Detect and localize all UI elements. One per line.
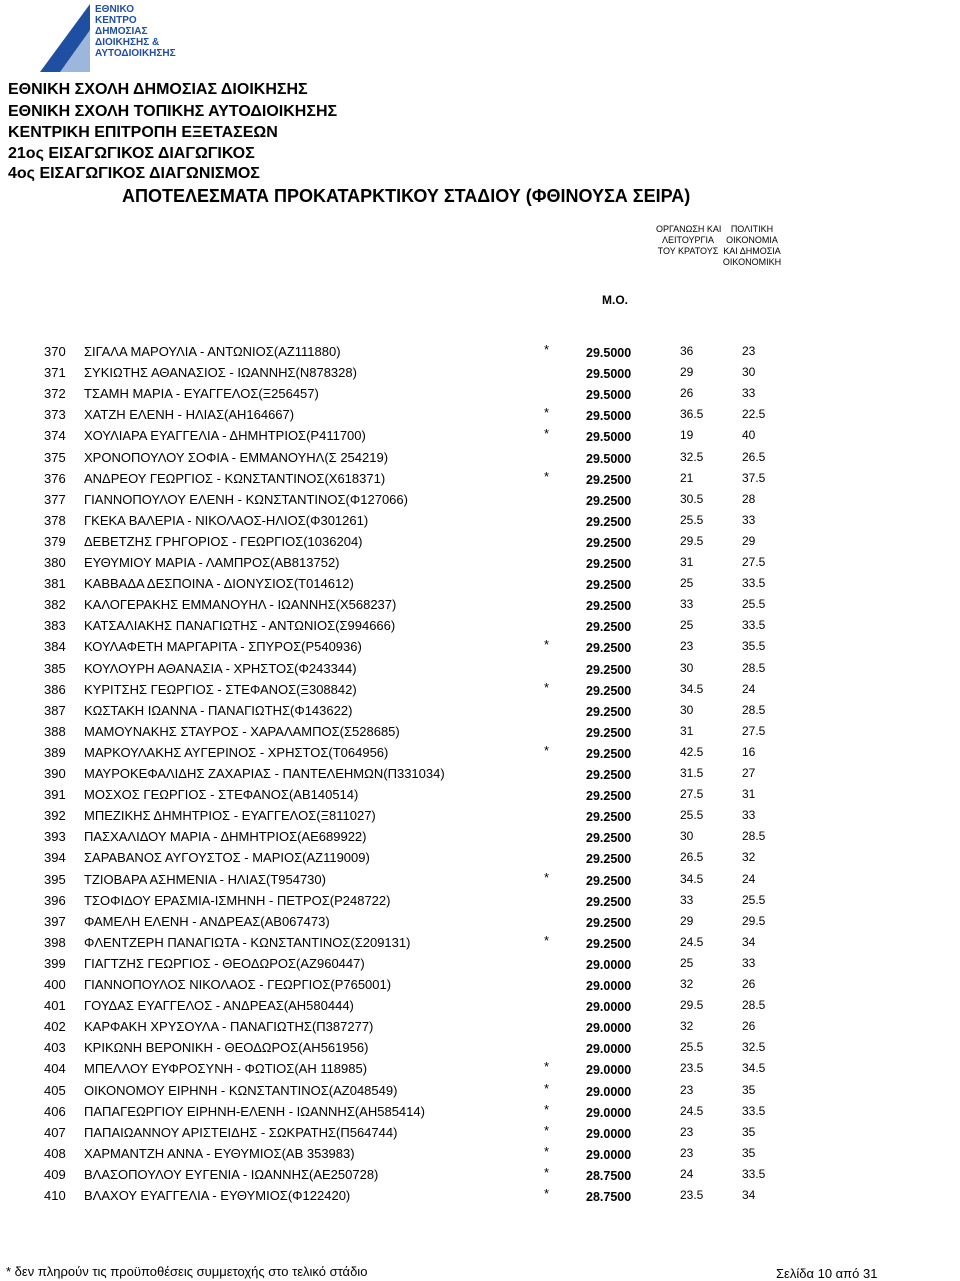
average-score: 29.0000 — [586, 1063, 632, 1078]
candidate-name: ΣΑΡΑΒΑΝΟΣ ΑΥΓΟΥΣΤΟΣ - ΜΑΡΙΟΣ(ΑΖ119009) — [84, 850, 370, 866]
score-state: 30 — [680, 829, 694, 844]
candidate-name: ΜΟΣΧΟΣ ΓΕΩΡΓΙΟΣ - ΣΤΕΦΑΝΟΣ(ΑΒ140514) — [84, 787, 359, 803]
table-row — [0, 977, 960, 997]
average-score: 29.5000 — [586, 346, 632, 360]
table-row — [0, 1040, 960, 1060]
row-number: 388 — [44, 723, 66, 739]
row-number: 382 — [44, 597, 66, 613]
row-number: 408 — [44, 1145, 66, 1161]
score-state: 30 — [680, 702, 694, 717]
table-row — [0, 468, 960, 491]
table-row — [0, 724, 960, 744]
average-score: 29.2500 — [586, 725, 632, 740]
score-economy: 35 — [742, 1145, 756, 1160]
score-economy: 33 — [742, 386, 756, 401]
row-number: 381 — [44, 576, 66, 592]
candidate-name: ΓΙΑΝΝΟΠΟΥΛΟΣ ΝΙΚΟΛΑΟΣ - ΓΕΩΡΓΙΟΣ(Ρ765001) — [84, 977, 392, 992]
column-header-line: ΟΡΓΑΝΩΣΗ ΚΑΙ — [656, 224, 722, 234]
table-row — [0, 639, 960, 659]
score-economy: 34 — [742, 934, 756, 949]
table-row — [0, 1101, 960, 1124]
average-score: 29.2500 — [586, 704, 632, 719]
ineligible-marker: * — [544, 1186, 550, 1201]
score-economy: 29.5 — [742, 913, 766, 928]
score-economy: 25.5 — [742, 597, 766, 612]
page-number: Σελίδα 10 από 31 — [776, 1266, 878, 1281]
table-row — [0, 893, 960, 913]
average-score: 29.2500 — [586, 768, 632, 782]
candidate-name: ΦΑΜΕΛΗ ΕΛΕΝΗ - ΑΝΔΡΕΑΣ(ΑΒ067473) — [84, 913, 330, 929]
candidate-name: ΜΠΕΛΛΟΥ ΕΥΦΡΟΣΥΝΗ - ΦΩΤΙΟΣ(ΑΗ 118985) — [84, 1061, 368, 1077]
candidate-name: ΓΙΑΓΤΖΗΣ ΓΕΩΡΓΙΟΣ - ΘΕΟΔΩΡΟΣ(ΑΖ960447) — [84, 955, 365, 971]
score-state: 25.5 — [680, 1040, 704, 1055]
row-number: 377 — [44, 491, 66, 507]
row-number: 371 — [44, 365, 66, 381]
candidate-name: ΟΙΚΟΝΟΜΟΥ ΕΙΡΗΝΗ - ΚΩΝΣΤΑΝΤΙΝΟΣ(ΑΖ048549) — [84, 1082, 398, 1098]
logo-text — [95, 4, 176, 59]
row-number: 398 — [44, 934, 66, 950]
row-number: 386 — [44, 681, 66, 697]
header-line: ΚΕΝΤΡΙΚΗ ΕΠΙΤΡΟΠΗ ΕΞΕΤΑΣΕΩΝ — [8, 124, 278, 141]
row-number: 379 — [44, 533, 66, 549]
logo-line: ΚΕΝΤΡΟ — [95, 15, 137, 26]
ineligible-marker: * — [544, 742, 550, 758]
average-score: 29.5000 — [586, 367, 632, 382]
average-score: 29.2500 — [586, 789, 632, 804]
row-number: 401 — [44, 998, 66, 1014]
average-score: 29.2500 — [586, 557, 632, 571]
score-state: 30 — [680, 660, 694, 675]
candidate-name: ΚΟΥΛΟΥΡΗ ΑΘΑΝΑΣΙΑ - ΧΡΗΣΤΟΣ(Φ243344) — [84, 660, 357, 676]
candidate-name: ΣΥΚΙΩΤΗΣ ΑΘΑΝΑΣΙΟΣ - ΙΩΑΝΝΗΣ(Ν878328) — [84, 365, 357, 381]
score-economy: 30 — [742, 365, 756, 380]
table-row — [0, 555, 960, 575]
candidate-name: ΤΣΑΜΗ ΜΑΡΙΑ - ΕΥΑΓΓΕΛΟΣ(Ξ256457) — [84, 386, 319, 402]
row-number: 400 — [44, 977, 66, 992]
candidate-name: ΓΟΥΔΑΣ ΕΥΑΓΓΕΛΟΣ - ΑΝΔΡΕΑΣ(ΑΗ580444) — [84, 998, 354, 1014]
score-state: 21 — [680, 470, 694, 485]
score-state: 24 — [680, 1166, 694, 1181]
score-economy: 32 — [742, 850, 756, 865]
row-number: 410 — [44, 1188, 66, 1203]
table-row — [0, 1164, 960, 1187]
candidate-name: ΚΑΒΒΑΔΑ ΔΕΣΠΟΙΝΑ - ΔΙΟΝΥΣΙΟΣ(Τ014612) — [84, 576, 354, 592]
candidate-name: ΑΝΔΡΕΟΥ ΓΕΩΡΓΙΟΣ - ΚΩΝΣΤΑΝΤΙΝΟΣ(Χ618371) — [84, 470, 386, 486]
score-economy: 28.5 — [742, 660, 766, 675]
score-economy: 27 — [742, 766, 756, 780]
candidate-name: ΜΑΥΡΟΚΕΦΑΛΙΔΗΣ ΖΑΧΑΡΙΑΣ - ΠΑΝΤΕΛΕΗΜΩΝ(Π331034) — [84, 766, 445, 781]
ineligible-marker: * — [544, 637, 550, 653]
score-state: 29 — [680, 913, 694, 928]
ineligible-marker: * — [544, 342, 550, 357]
column-header-line: ΟΙΚΟΝΟΜΙΚΗ — [722, 257, 782, 267]
score-economy: 27.5 — [742, 723, 766, 738]
table-row — [0, 998, 960, 1018]
average-score: 29.2500 — [586, 620, 632, 635]
row-number: 405 — [44, 1082, 66, 1098]
average-score: 28.7500 — [586, 1168, 632, 1183]
score-state: 24.5 — [680, 934, 704, 949]
ineligible-marker: * — [544, 679, 550, 695]
score-economy: 26.5 — [742, 449, 766, 464]
table-row — [0, 808, 960, 828]
row-number: 384 — [44, 639, 66, 655]
candidate-name: ΒΛΑΧΟΥ ΕΥΑΓΓΕΛΙΑ - ΕΥΘΥΜΙΟΣ(Φ122420) — [84, 1188, 351, 1203]
ineligible-marker: * — [544, 1122, 550, 1138]
average-score: 29.0000 — [586, 1084, 632, 1099]
score-state: 34.5 — [680, 871, 704, 886]
row-number: 402 — [44, 1019, 66, 1035]
row-number: 393 — [44, 829, 66, 845]
score-state: 33 — [680, 892, 694, 907]
score-state: 29 — [680, 365, 694, 380]
score-state: 26 — [680, 386, 694, 401]
score-economy: 35 — [742, 1124, 756, 1139]
average-score: 29.2500 — [586, 578, 632, 593]
column-header-line: ΠΟΛΙΤΙΚΗ — [730, 224, 774, 234]
score-state: 32.5 — [680, 449, 704, 464]
score-state: 25.5 — [680, 512, 704, 527]
score-economy: 33 — [742, 512, 756, 527]
table-row — [0, 1122, 960, 1145]
candidate-name: ΚΟΥΛΑΦΕΤΗ ΜΑΡΓΑΡΙΤΑ - ΣΠΥΡΟΣ(Ρ540936) — [84, 639, 362, 655]
page-title: ΑΠΟΤΕΛΕΣΜΑΤΑ ΠΡΟΚΑΤΑΡΚΤΙΚΟΥ ΣΤΑΔΙΟΥ (ΦΘΙΝΟΥΣΑ ΣΕΙΡΑ) — [122, 186, 691, 206]
score-state: 30.5 — [680, 491, 704, 506]
ineligible-marker: * — [544, 426, 550, 442]
column-header-line: ΚΑΙ ΔΗΜΟΣΙΑ — [723, 246, 781, 256]
candidate-name: ΓΙΑΝΝΟΠΟΥΛΟΥ ΕΛΕΝΗ - ΚΩΝΣΤΑΝΤΙΝΟΣ(Φ127066) — [84, 491, 408, 507]
table-row — [0, 513, 960, 533]
header-line: 4ος ΕΙΣΑΓΩΓΙΚΟΣ ΔΙΑΓΩΝΙΣΜΟΣ — [8, 165, 260, 182]
average-score: 29.0000 — [586, 979, 632, 993]
candidate-name: ΧΡΟΝΟΠΟΥΛΟΥ ΣΟΦΙΑ - ΕΜΜΑΝΟΥΗΛ(Σ 254219) — [84, 449, 389, 465]
candidate-name: ΠΑΠΑΙΩΑΝΝΟΥ ΑΡΙΣΤΕΙΔΗΣ - ΣΩΚΡΑΤΗΣ(Π564744) — [84, 1124, 398, 1140]
score-state: 23 — [680, 1124, 694, 1139]
table-row — [0, 787, 960, 807]
score-state: 29.5 — [680, 998, 704, 1013]
row-number: 396 — [44, 892, 66, 908]
table-row — [0, 450, 960, 470]
average-score: 29.2500 — [586, 599, 632, 614]
ineligible-marker: * — [544, 1080, 550, 1096]
score-state: 25 — [680, 618, 694, 633]
table-row — [0, 932, 960, 955]
average-score: 29.2500 — [586, 746, 632, 761]
candidate-name: ΧΟΥΛΙΑΡΑ ΕΥΑΓΓΕΛΙΑ - ΔΗΜΗΤΡΙΟΣ(Ρ411700) — [84, 428, 366, 444]
score-state: 31 — [680, 723, 694, 738]
average-score: 29.0000 — [586, 1021, 632, 1036]
table-row — [0, 534, 960, 554]
row-number: 397 — [44, 913, 66, 929]
candidate-name: ΚΑΤΣΑΛΙΑΚΗΣ ΠΑΝΑΓΙΩΤΗΣ - ΑΝΤΩΝΙΟΣ(Σ994666) — [84, 618, 396, 634]
row-number: 391 — [44, 787, 66, 803]
candidate-name: ΔΕΒΕΤΖΗΣ ΓΡΗΓΟΡΙΟΣ - ΓΕΩΡΓΙΟΣ(1036204) — [84, 533, 363, 549]
score-economy: 24 — [742, 871, 756, 886]
score-economy: 27.5 — [742, 555, 766, 569]
score-economy: 25.5 — [742, 892, 766, 907]
ineligible-marker: * — [544, 869, 550, 885]
row-number: 375 — [44, 449, 66, 465]
score-economy: 28.5 — [742, 829, 766, 844]
average-score: 29.2500 — [586, 936, 632, 951]
ineligible-marker: * — [544, 468, 550, 484]
column-header-economy — [720, 224, 784, 268]
score-economy: 33.5 — [742, 618, 766, 633]
average-score: 29.0000 — [586, 1105, 632, 1120]
score-state: 29.5 — [680, 533, 704, 548]
row-number: 383 — [44, 618, 66, 634]
candidate-name: ΓΚΕΚΑ ΒΑΛΕΡΙΑ - ΝΙΚΟΛΑΟΣ-ΗΛΙΟΣ(Φ301261) — [84, 512, 369, 528]
header-line: ΕΘΝΙΚΗ ΣΧΟΛΗ ΤΟΠΙΚΗΣ ΑΥΤΟΔΙΟΙΚΗΣΗΣ — [8, 103, 338, 120]
header-line: 21ος ΕΙΣΑΓΩΓΙΚΟΣ ΔΙΑΓΩΓΙΚΟΣ — [8, 145, 255, 162]
row-number: 407 — [44, 1124, 66, 1140]
candidate-name: ΧΑΤΖΗ ΕΛΕΝΗ - ΗΛΙΑΣ(ΑΗ164667) — [84, 407, 295, 423]
average-score: 29.2500 — [586, 493, 632, 508]
score-economy: 31 — [742, 787, 756, 802]
candidate-name: ΜΑΜΟΥΝΑΚΗΣ ΣΤΑΥΡΟΣ - ΧΑΡΑΛΑΜΠΟΣ(Σ528685) — [84, 723, 400, 739]
candidate-name: ΒΛΑΣΟΠΟΥΛΟΥ ΕΥΓΕΝΙΑ - ΙΩΑΝΝΗΣ(ΑΕ250728) — [84, 1166, 379, 1182]
score-economy: 23 — [742, 344, 756, 358]
score-economy: 28.5 — [742, 702, 766, 717]
row-number: 370 — [44, 344, 66, 359]
score-state: 24.5 — [680, 1103, 704, 1118]
score-economy: 29 — [742, 533, 756, 548]
average-score: 29.2500 — [586, 852, 632, 867]
table-row — [0, 869, 960, 892]
table-row — [0, 428, 960, 448]
candidate-name: ΚΑΡΦΑΚΗ ΧΡΥΣΟΥΛΑ - ΠΑΝΑΓΙΩΤΗΣ(Π387277) — [84, 1019, 374, 1035]
ineligible-marker: * — [544, 1059, 550, 1075]
candidate-name: ΤΖΙΟΒΑΡΑ ΑΣΗΜΕΝΙΑ - ΗΛΙΑΣ(Τ954730) — [84, 871, 326, 887]
row-number: 404 — [44, 1061, 66, 1077]
average-score: 29.2500 — [586, 641, 632, 656]
score-state: 36 — [680, 344, 694, 358]
header-line: ΕΘΝΙΚΗ ΣΧΟΛΗ ΔΗΜΟΣΙΑΣ ΔΙΟΙΚΗΣΗΣ — [8, 81, 308, 98]
score-economy: 16 — [742, 744, 756, 759]
ineligible-marker: * — [544, 405, 550, 421]
score-state: 23 — [680, 1082, 694, 1097]
average-score: 29.5000 — [586, 451, 632, 466]
column-header-average: Μ.Ο. — [602, 293, 628, 307]
score-state: 31.5 — [680, 766, 704, 780]
score-economy: 34.5 — [742, 1061, 766, 1076]
candidate-name: ΜΠΕΖΙΚΗΣ ΔΗΜΗΤΡΙΟΣ - ΕΥΑΓΓΕΛΟΣ(Ξ811027) — [84, 808, 376, 824]
score-state: 26.5 — [680, 850, 704, 865]
candidate-name: ΚΥΡΙΤΣΗΣ ΓΕΩΡΓΙΟΣ - ΣΤΕΦΑΝΟΣ(Ξ308842) — [84, 681, 357, 697]
average-score: 29.2500 — [586, 683, 632, 698]
score-state: 34.5 — [680, 681, 704, 696]
score-state: 19 — [680, 428, 694, 443]
table-row — [0, 492, 960, 512]
table-row — [0, 1061, 960, 1081]
score-state: 27.5 — [680, 787, 704, 802]
row-number: 395 — [44, 871, 66, 887]
ineligible-marker: * — [544, 1164, 550, 1180]
average-score: 29.0000 — [586, 957, 632, 972]
score-economy: 33 — [742, 955, 756, 970]
score-state: 33 — [680, 597, 694, 612]
column-header-line: ΤΟΥ ΚΡΑΤΟΥΣ — [657, 246, 719, 256]
average-score: 29.0000 — [586, 1000, 632, 1015]
score-economy: 33.5 — [742, 576, 766, 591]
table-row — [0, 386, 960, 406]
score-economy: 22.5 — [742, 407, 766, 422]
row-number: 392 — [44, 808, 66, 824]
score-state: 25.5 — [680, 808, 704, 823]
candidate-name: ΕΥΘΥΜΙΟΥ ΜΑΡΙΑ - ΛΑΜΠΡΟΣ(ΑΒ813752) — [84, 555, 340, 570]
score-state: 42.5 — [680, 744, 704, 759]
row-number: 373 — [44, 407, 66, 423]
score-state: 25 — [680, 576, 694, 591]
candidate-name: ΜΑΡΚΟΥΛΑΚΗΣ ΑΥΓΕΡΙΝΟΣ - ΧΡΗΣΤΟΣ(Τ064956) — [84, 744, 389, 760]
logo-line: ΑΥΤΟΔΙΟΙΚΗΣΗΣ — [95, 48, 176, 59]
table-row — [0, 618, 960, 638]
score-economy: 28 — [742, 491, 756, 506]
score-economy: 26 — [742, 977, 756, 991]
score-state: 23.5 — [680, 1188, 704, 1202]
candidate-name: ΠΑΣΧΑΛΙΔΟΥ ΜΑΡΙΑ - ΔΗΜΗΤΡΙΟΣ(ΑΕ689922) — [84, 829, 367, 845]
score-economy: 40 — [742, 428, 756, 443]
average-score: 29.2500 — [586, 535, 632, 550]
score-economy: 37.5 — [742, 470, 766, 485]
row-number: 376 — [44, 470, 66, 486]
row-number: 406 — [44, 1103, 66, 1119]
row-number: 399 — [44, 955, 66, 971]
average-score: 29.2500 — [586, 873, 632, 888]
score-state: 32 — [680, 1019, 694, 1034]
candidate-name: ΦΛΕΝΤΖΕΡΗ ΠΑΝΑΓΙΩΤΑ - ΚΩΝΣΤΑΝΤΙΝΟΣ(Σ209131) — [84, 934, 411, 950]
table-row — [0, 1188, 960, 1208]
average-score: 29.2500 — [586, 915, 632, 930]
candidate-name: ΣΙΓΑΛΑ ΜΑΡΟΥΛΙΑ - ΑΝΤΩΝΙΟΣ(ΑΖ111880) — [84, 344, 341, 359]
average-score: 29.2500 — [586, 831, 632, 846]
average-score: 29.0000 — [586, 1042, 632, 1057]
score-economy: 24 — [742, 681, 756, 696]
average-score: 29.2500 — [586, 662, 632, 677]
table-row — [0, 766, 960, 786]
row-number: 378 — [44, 512, 66, 528]
column-header-line: ΛΕΙΤΟΥΡΓΙΑ — [661, 235, 715, 245]
score-economy: 35 — [742, 1082, 756, 1097]
column-header-state — [656, 224, 720, 257]
row-number: 374 — [44, 428, 66, 444]
logo-line: ΔΙΟΙΚΗΣΗΣ & — [95, 37, 160, 48]
score-state: 23 — [680, 1145, 694, 1160]
average-score: 29.2500 — [586, 514, 632, 529]
average-score: 29.0000 — [586, 1126, 632, 1141]
table-row — [0, 742, 960, 765]
score-state: 25 — [680, 955, 694, 970]
average-score: 29.5000 — [586, 409, 632, 424]
row-number: 385 — [44, 660, 66, 676]
score-economy: 33.5 — [742, 1103, 766, 1118]
score-state: 23 — [680, 639, 694, 654]
score-state: 23.5 — [680, 1061, 704, 1076]
row-number: 380 — [44, 555, 66, 570]
column-header-line: ΟΙΚΟΝΟΜΙΑ — [726, 235, 778, 245]
table-row — [0, 829, 960, 849]
row-number: 390 — [44, 766, 66, 781]
table-row — [0, 407, 960, 427]
candidate-name: ΚΩΣΤΑΚΗ ΙΩΑΝΝΑ - ΠΑΝΑΓΙΩΤΗΣ(Φ143622) — [84, 702, 353, 718]
candidate-name: ΧΑΡΜΑΝΤΖΗ ΑΝΝΑ - ΕΥΘΥΜΙΟΣ(ΑΒ 353983) — [84, 1145, 355, 1161]
average-score: 29.0000 — [586, 1147, 632, 1162]
score-economy: 32.5 — [742, 1040, 766, 1055]
average-score: 29.2500 — [586, 810, 632, 825]
average-score: 29.2500 — [586, 894, 632, 909]
candidate-name: ΚΡΙΚΩΝΗ ΒΕΡΟΝΙΚΗ - ΘΕΟΔΩΡΟΣ(ΑΗ561956) — [84, 1040, 369, 1056]
table-row — [0, 914, 960, 934]
table-row — [0, 956, 960, 976]
score-economy: 35.5 — [742, 639, 766, 654]
average-score: 29.5000 — [586, 388, 632, 403]
candidate-name: ΤΣΟΦΙΔΟΥ ΕΡΑΣΜΙΑ-ΙΣΜΗΝΗ - ΠΕΤΡΟΣ(Ρ248722) — [84, 892, 391, 908]
row-number: 394 — [44, 850, 66, 866]
score-economy: 33.5 — [742, 1166, 766, 1181]
table-row — [0, 344, 960, 364]
table-row — [0, 679, 960, 702]
table-row — [0, 1143, 960, 1166]
ineligible-marker: * — [544, 932, 550, 948]
candidate-name: ΚΑΛΟΓΕΡΑΚΗΣ ΕΜΜΑΝΟΥΗΛ - ΙΩΑΝΝΗΣ(Χ568237) — [84, 597, 397, 613]
average-score: 29.5000 — [586, 430, 632, 445]
score-state: 36.5 — [680, 407, 704, 422]
table-row — [0, 850, 960, 870]
average-score: 28.7500 — [586, 1190, 632, 1204]
table-row — [0, 1080, 960, 1103]
score-economy: 33 — [742, 808, 756, 823]
score-economy: 34 — [742, 1188, 756, 1202]
footnote: * δεν πληρούν τις προϋποθέσεις συμμετοχής στο τελικό στάδιο — [6, 1264, 368, 1279]
table-row — [0, 1019, 960, 1039]
score-economy: 26 — [742, 1019, 756, 1034]
row-number: 372 — [44, 386, 66, 402]
table-row — [0, 661, 960, 681]
table-row — [0, 365, 960, 385]
row-number: 409 — [44, 1166, 66, 1182]
table-row — [0, 703, 960, 723]
table-row — [0, 576, 960, 596]
row-number: 389 — [44, 744, 66, 760]
row-number: 403 — [44, 1040, 66, 1056]
score-state: 31 — [680, 555, 694, 569]
logo-line: ΔΗΜΟΣΙΑΣ — [95, 26, 148, 37]
logo-line: ΕΘΝΙΚΟ — [95, 4, 134, 15]
candidate-name: ΠΑΠΑΓΕΩΡΓΙΟΥ ΕΙΡΗΝΗ-ΕΛΕΝΗ - ΙΩΑΝΝΗΣ(ΑΗ585414) — [84, 1103, 425, 1119]
score-economy: 28.5 — [742, 998, 766, 1013]
average-score: 29.2500 — [586, 472, 632, 487]
table-row — [0, 597, 960, 617]
row-number: 387 — [44, 702, 66, 718]
ineligible-marker: * — [544, 1143, 550, 1159]
ineligible-marker: * — [544, 1101, 550, 1117]
score-state: 32 — [680, 977, 694, 991]
